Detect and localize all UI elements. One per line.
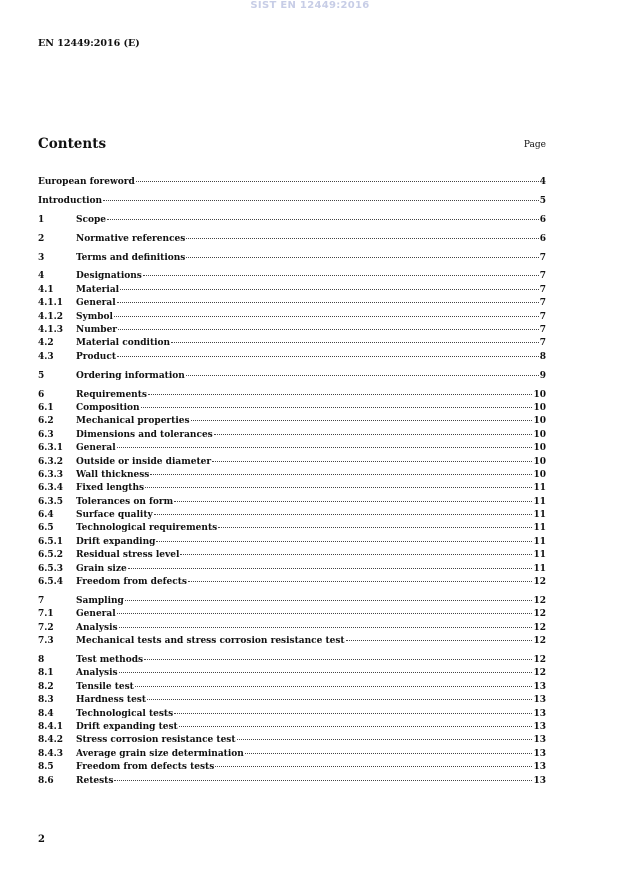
toc-entry-title: Freedom from defects: [76, 577, 187, 588]
toc-entry-page: 10: [533, 443, 546, 454]
toc-entry[interactable]: [38, 482, 546, 495]
toc-entry[interactable]: [38, 721, 546, 734]
toc-entry-page: 10: [533, 456, 546, 467]
toc-entry[interactable]: [38, 622, 546, 635]
dot-leader: [118, 329, 539, 330]
dot-leader: [135, 686, 533, 687]
toc-entry-title: Tolerances on form: [76, 496, 174, 507]
toc-entry-title: Material condition: [76, 338, 171, 349]
toc-entry-page: 12: [533, 668, 546, 679]
toc-entry-page: 12: [533, 636, 546, 647]
dot-leader: [191, 420, 533, 421]
toc-entry-page: 12: [533, 655, 546, 665]
dot-leader: [218, 527, 532, 528]
toc-entry-number: 8: [38, 655, 45, 665]
toc-entry[interactable]: [38, 496, 546, 509]
toc-entry[interactable]: [38, 389, 546, 402]
toc-entry[interactable]: [38, 351, 546, 364]
toc-entry-number: 6.3.3: [38, 469, 64, 480]
toc-entry-title: Mechanical tests and stress corrosion resistance test: [76, 636, 345, 647]
toc-entry[interactable]: [38, 608, 546, 621]
toc-entry-title: Fixed lengths: [76, 483, 145, 494]
toc-entry-page: 13: [533, 681, 546, 692]
dot-leader: [117, 447, 533, 448]
toc-entry-title: Tensile test: [76, 681, 134, 692]
page-column-label: Page: [523, 140, 546, 150]
toc-entry[interactable]: [38, 775, 546, 788]
toc-entry-page: 11: [533, 563, 546, 574]
toc-entry-number: 6.3.4: [38, 483, 64, 494]
toc-entry-number: 8.4.2: [38, 735, 64, 746]
toc-entry-title: Product: [76, 351, 116, 362]
toc-entry-page: 10: [533, 389, 546, 400]
dot-leader: [174, 713, 532, 714]
toc-entry-page: 13: [533, 748, 546, 759]
toc-entry-page: 13: [533, 721, 546, 732]
toc-entry[interactable]: [38, 509, 546, 522]
toc-entry[interactable]: [38, 311, 546, 324]
dot-leader: [141, 407, 533, 408]
toc-entry[interactable]: [38, 284, 546, 297]
toc-entry-page: 11: [533, 510, 546, 521]
toc-entry-page: 13: [533, 762, 546, 773]
dot-leader: [212, 461, 532, 462]
toc-entry-number: 6.5.4: [38, 577, 64, 588]
toc-entry-page: 10: [533, 416, 546, 427]
toc-entry-page: 10: [533, 469, 546, 480]
toc-entry-title: Introduction: [38, 195, 103, 206]
toc-entry-title: Sampling: [76, 595, 124, 606]
toc-entry[interactable]: [38, 195, 546, 208]
dot-leader: [154, 514, 533, 515]
toc-entry-title: Drift expanding test: [76, 721, 178, 732]
dot-leader: [107, 219, 539, 220]
watermark-text: SIST EN 12449:2016: [250, 0, 370, 11]
toc-entry-page: 7: [539, 338, 546, 349]
toc-entry-title: Requirements: [76, 389, 147, 400]
dot-leader: [103, 200, 539, 201]
toc-entry-number: 4.1.2: [38, 311, 64, 322]
toc-entry-page: 13: [533, 708, 546, 719]
dot-leader: [117, 302, 539, 303]
toc-entry[interactable]: [38, 595, 546, 608]
dot-leader: [180, 554, 532, 555]
toc-entry-number: 7: [38, 595, 45, 606]
toc-entry-page: 7: [539, 311, 546, 322]
toc-entry[interactable]: [38, 233, 546, 246]
toc-entry[interactable]: [38, 456, 546, 469]
toc-entry-title: Dimensions and tolerances: [76, 429, 213, 440]
toc-entry-page: 7: [539, 284, 546, 295]
dot-leader: [144, 659, 532, 660]
toc-entry-title: Grain size: [76, 563, 127, 574]
toc-entry-title: Symbol: [76, 311, 113, 322]
toc-entry-title: Stress corrosion resistance test: [76, 735, 236, 746]
toc-entry[interactable]: [38, 252, 546, 265]
toc-entry[interactable]: [38, 402, 546, 415]
toc-entry-number: 5: [38, 370, 45, 381]
toc-entry[interactable]: [38, 635, 546, 648]
toc-entry-title: European foreword: [38, 177, 135, 187]
toc-entry-number: 4: [38, 271, 45, 282]
toc-entry-number: 8.2: [38, 681, 54, 692]
dot-leader: [145, 487, 532, 488]
toc-entry-title: General: [76, 443, 116, 454]
toc-entry-title: Surface quality: [76, 510, 153, 521]
dot-leader: [120, 289, 539, 290]
toc-entry[interactable]: [38, 324, 546, 337]
toc-entry-page: 7: [539, 252, 546, 263]
toc-entry-title: Terms and definitions: [76, 252, 186, 263]
toc-entry[interactable]: [38, 176, 546, 189]
toc-entry[interactable]: [38, 536, 546, 549]
toc-entry-number: 7.2: [38, 622, 54, 633]
toc-entry-number: 8.1: [38, 668, 54, 679]
toc-entry[interactable]: [38, 761, 546, 774]
toc-entry-title: Drift expanding: [76, 536, 156, 547]
toc-entry-page: 11: [533, 496, 546, 507]
toc-entry[interactable]: [38, 522, 546, 535]
dot-leader: [186, 238, 538, 239]
dot-leader: [171, 342, 539, 343]
toc-entry-page: 9: [539, 370, 546, 381]
toc-entry[interactable]: [38, 415, 546, 428]
toc-entry-number: 8.5: [38, 762, 54, 773]
document-id: EN 12449:2016 (E): [38, 38, 140, 49]
toc-entry-number: 8.4.3: [38, 748, 64, 759]
toc-entry-title: Designations: [76, 271, 142, 282]
toc-entry[interactable]: [38, 576, 546, 589]
toc-entry-title: Mechanical properties: [76, 416, 190, 427]
toc-entry[interactable]: [38, 549, 546, 562]
dot-leader: [179, 726, 533, 727]
toc-entry-number: 4.1.3: [38, 325, 64, 336]
toc-entry-title: Wall thickness: [76, 469, 150, 480]
toc-entry-title: Freedom from defects tests: [76, 762, 215, 773]
toc-entry-title: General: [76, 298, 116, 309]
dot-leader: [117, 356, 539, 357]
toc-entry-page: 13: [533, 695, 546, 706]
toc-entry-number: 6.1: [38, 402, 54, 413]
toc-entry-number: 6.5.3: [38, 563, 64, 574]
contents-heading: Contents: [38, 136, 107, 152]
table-of-contents: [38, 176, 546, 788]
toc-entry-page: 4: [539, 177, 546, 187]
dot-leader: [125, 600, 533, 601]
toc-entry-page: 7: [539, 271, 546, 282]
toc-entry-page: 8: [539, 351, 546, 362]
toc-entry[interactable]: [38, 270, 546, 283]
toc-entry-number: 6.5.2: [38, 550, 64, 561]
dot-leader: [174, 501, 532, 502]
toc-entry-number: 7.1: [38, 609, 54, 620]
toc-entry-title: Retests: [76, 775, 114, 786]
toc-entry[interactable]: [38, 563, 546, 576]
toc-entry-page: 11: [533, 523, 546, 534]
page-number: 2: [38, 834, 45, 845]
toc-entry-title: Scope: [76, 214, 107, 225]
dot-leader: [186, 375, 539, 376]
toc-entry-number: 6.3.2: [38, 456, 64, 467]
toc-entry[interactable]: [38, 214, 546, 227]
toc-entry-number: 6: [38, 389, 45, 400]
toc-entry-page: 11: [533, 483, 546, 494]
toc-entry-title: Residual stress level: [76, 550, 180, 561]
toc-entry-page: 6: [539, 214, 546, 225]
toc-entry-number: 8.4.1: [38, 721, 64, 732]
toc-entry[interactable]: [38, 370, 546, 383]
toc-entry-number: 7.3: [38, 636, 54, 647]
toc-entry-page: 7: [539, 325, 546, 336]
toc-entry-number: 4.1: [38, 284, 54, 295]
dot-leader: [245, 753, 533, 754]
dot-leader: [114, 780, 532, 781]
toc-entry-page: 12: [533, 595, 546, 606]
toc-entry[interactable]: [38, 681, 546, 694]
toc-entry-title: Normative references: [76, 233, 186, 244]
toc-entry-number: 6.5: [38, 523, 54, 534]
dot-leader: [143, 275, 539, 276]
toc-entry[interactable]: [38, 297, 546, 310]
dot-leader: [119, 627, 533, 628]
toc-entry-number: 6.5.1: [38, 536, 64, 547]
toc-entry-number: 8.6: [38, 775, 54, 786]
toc-entry[interactable]: [38, 429, 546, 442]
toc-entry[interactable]: [38, 734, 546, 747]
toc-entry-number: 4.1.1: [38, 298, 64, 309]
toc-entry[interactable]: [38, 654, 546, 667]
toc-entry-title: Ordering information: [76, 370, 185, 381]
dot-leader: [150, 474, 532, 475]
toc-entry-page: 6: [539, 233, 546, 244]
toc-entry-page: 10: [533, 429, 546, 440]
toc-entry-title: Number: [76, 325, 118, 336]
toc-entry-number: 6.3: [38, 429, 54, 440]
toc-entry-title: Test methods: [76, 655, 144, 665]
toc-entry-title: Technological tests: [76, 708, 174, 719]
toc-entry-number: 4.2: [38, 338, 54, 349]
toc-entry-number: 6.4: [38, 510, 54, 521]
toc-entry[interactable]: [38, 748, 546, 761]
dot-leader: [188, 581, 532, 582]
dot-leader: [156, 541, 532, 542]
toc-entry-page: 11: [533, 550, 546, 561]
toc-entry-title: Analysis: [76, 622, 118, 633]
toc-entry-title: Average grain size determination: [76, 748, 244, 759]
toc-entry-title: Technological requirements: [76, 523, 218, 534]
dot-leader: [117, 613, 533, 614]
toc-entry-page: 12: [533, 577, 546, 588]
toc-entry-page: 7: [539, 298, 546, 309]
toc-entry-number: 3: [38, 252, 45, 263]
toc-entry[interactable]: [38, 694, 546, 707]
toc-entry-page: 12: [533, 609, 546, 620]
toc-entry-number: 6.3.5: [38, 496, 64, 507]
dot-leader: [215, 766, 532, 767]
toc-entry-title: Material: [76, 284, 120, 295]
toc-entry-page: 13: [533, 775, 546, 786]
toc-entry-number: 6.3.1: [38, 443, 64, 454]
toc-entry-title: Outside or inside diameter: [76, 456, 212, 467]
toc-entry-page: 12: [533, 622, 546, 633]
toc-entry-page: 13: [533, 735, 546, 746]
dot-leader: [119, 672, 533, 673]
toc-entry-number: 2: [38, 233, 45, 244]
toc-entry-page: 11: [533, 536, 546, 547]
dot-leader: [186, 257, 538, 258]
toc-entry-number: 8.3: [38, 695, 54, 706]
toc-entry-title: Hardness test: [76, 695, 147, 706]
toc-entry[interactable]: [38, 442, 546, 455]
toc-entry[interactable]: [38, 337, 546, 350]
toc-entry-number: 8.4: [38, 708, 54, 719]
toc-entry-number: 1: [38, 214, 45, 225]
toc-entry[interactable]: [38, 667, 546, 680]
toc-entry-number: 6.2: [38, 416, 54, 427]
dot-leader: [136, 181, 539, 182]
toc-entry-page: 10: [533, 402, 546, 413]
toc-entry-title: Analysis: [76, 668, 118, 679]
toc-entry-number: 4.3: [38, 351, 54, 362]
toc-entry-page: 5: [539, 195, 546, 206]
dot-leader: [148, 394, 533, 395]
dot-leader: [214, 434, 533, 435]
toc-entry[interactable]: [38, 469, 546, 482]
dot-leader: [147, 699, 532, 700]
toc-entry-title: General: [76, 609, 116, 620]
dot-leader: [128, 568, 533, 569]
toc-entry[interactable]: [38, 708, 546, 721]
toc-entry-title: Composition: [76, 402, 140, 413]
dot-leader: [346, 640, 533, 641]
dot-leader: [237, 739, 533, 740]
dot-leader: [114, 316, 539, 317]
